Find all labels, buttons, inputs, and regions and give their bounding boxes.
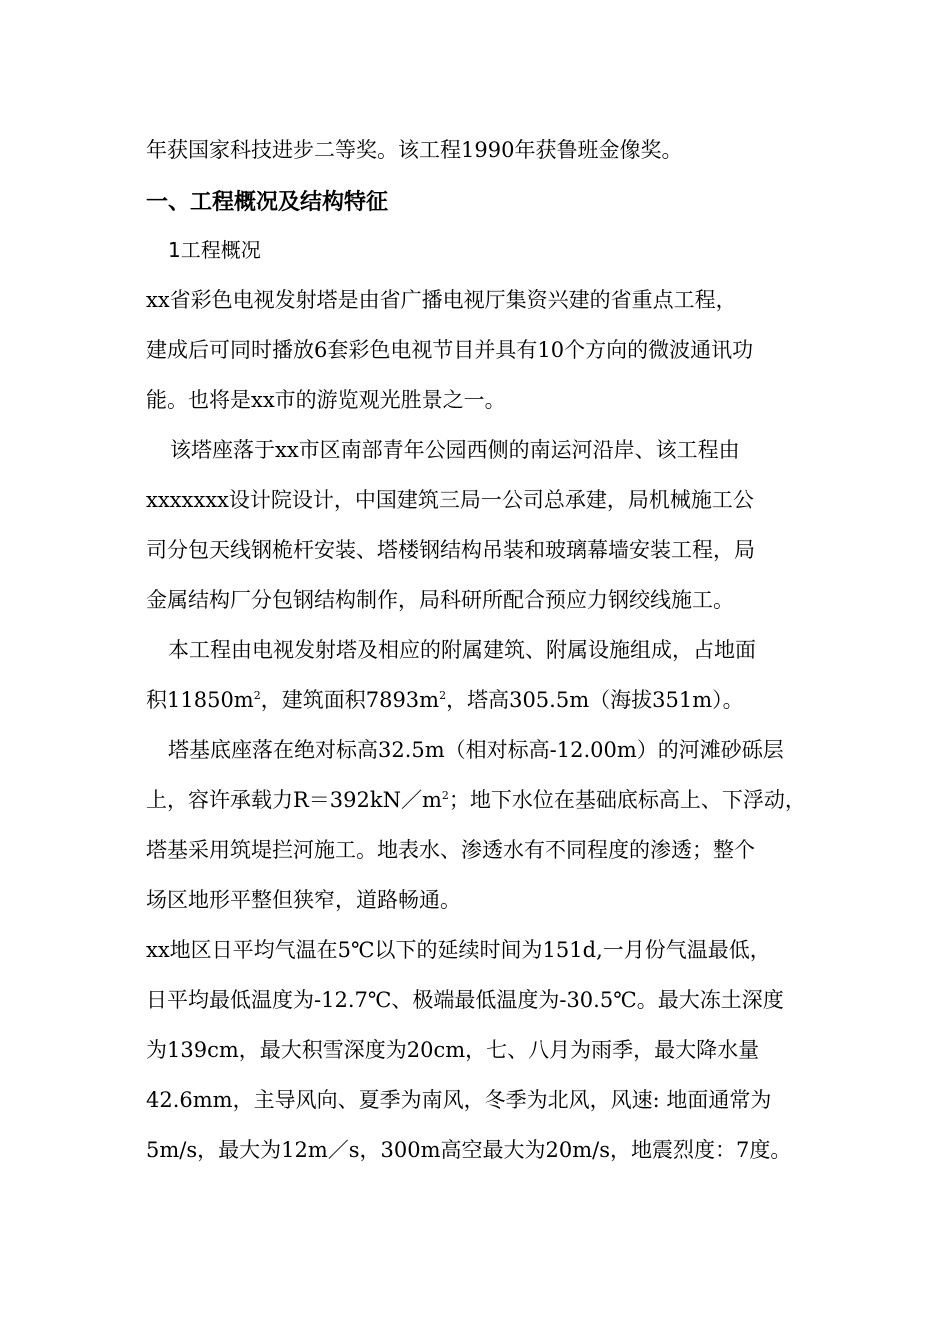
paragraph-line: 场区地形平整但狭窄，道路畅通。	[146, 888, 461, 912]
paragraph-line: 年获国家科技进步二等奖。该工程1990年获鲁班金像奖。	[146, 138, 683, 162]
paragraph-line: 为139cm，最大积雪深度为20cm，七、八月为雨季，最大降水量	[146, 1038, 760, 1062]
paragraph-line: 能。也将是xx市的游览观光胜景之一。	[146, 388, 506, 412]
text-run: ；地下水位在基础底标高上、下浮动，	[448, 788, 806, 812]
section-heading: 一、工程概况及结构特征	[146, 189, 389, 215]
paragraph-line: 该塔座落于xx市区南部青年公园西侧的南运河沿岸、该工程由	[170, 438, 740, 462]
text-run: 积11850m	[146, 688, 254, 712]
paragraph-line: 塔基采用筑堤拦河施工。地表水、渗透水有不同程度的渗透；整个	[146, 838, 755, 862]
superscript: 2	[253, 689, 261, 702]
paragraph-line: 日平均最低温度为-12.7℃、极端最低温度为-30.5℃。最大冻土深度	[146, 988, 784, 1012]
paragraph-line: 塔基底座落在绝对标高32.5m（相对标高-12.00m）的河滩砂砾层	[168, 738, 784, 762]
paragraph-line: 本工程由电视发射塔及相应的附属建筑、附属设施组成，占地面	[168, 638, 756, 662]
paragraph-line: 司分包天线钢桅杆安装、塔楼钢结构吊装和玻璃幕墙安装工程，局	[146, 538, 755, 562]
paragraph-line: 金属结构厂分包钢结构制作，局科研所配合预应力钢绞线施工。	[146, 588, 734, 612]
paragraph-line: xx地区日平均气温在5℃以下的延续时间为151d,一月份气温最低，	[146, 938, 771, 962]
superscript: 2	[441, 789, 449, 802]
paragraph-line-bearing	[146, 787, 806, 813]
superscript: 2	[439, 689, 447, 702]
paragraph-line: 42.6mm，主导风向、夏季为南风，冬季为北风，风速: 地面通常为	[146, 1088, 772, 1112]
paragraph-line: 建成后可同时播放6套彩色电视节目并具有10个方向的微波通讯功	[146, 338, 754, 362]
paragraph-line-area	[146, 687, 744, 713]
paragraph-line: 5m/s，最大为12m／s，300m高空最大为20m/s，地震烈度：7度。	[146, 1138, 792, 1162]
subsection-heading: 1工程概况	[168, 238, 261, 262]
text-run: ，塔高305.5m（海拔351m）。	[446, 688, 744, 712]
text-run: ，建筑面积7893m	[260, 688, 440, 712]
text-run: 上，容许承载力R＝392kN／m	[146, 788, 442, 812]
paragraph-line: xxxxxxx设计院设计，中国建筑三局一公司总承建，局机械施工公	[146, 488, 754, 512]
paragraph-line: xx省彩色电视发射塔是由省广播电视厅集资兴建的省重点工程，	[146, 288, 737, 312]
